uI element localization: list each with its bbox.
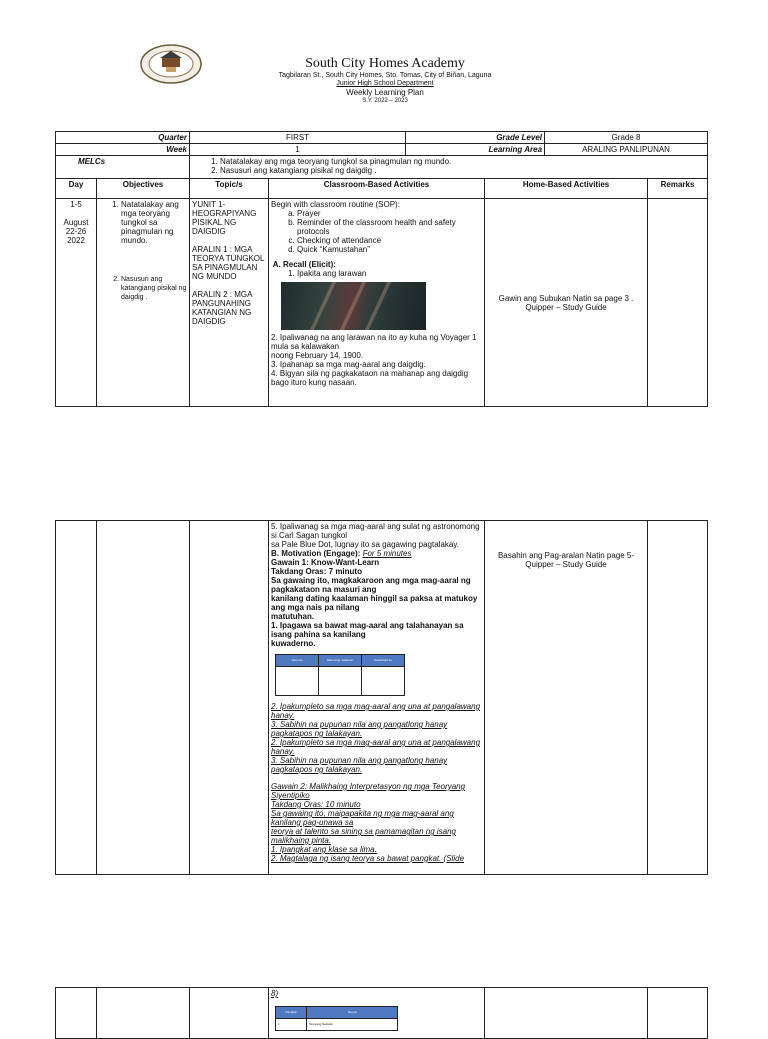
- melcs-label: MELCs: [56, 156, 190, 179]
- remarks-cell: [648, 521, 708, 875]
- home-activities-cell: [485, 988, 648, 1039]
- objective-item: 1. Natatalakay ang mga teoryang tungkol sa pinagmulan ng mundo.: [121, 200, 187, 245]
- group-theory-table: Pangkat Teorya 1 Teoryang Nebular: [275, 1006, 398, 1031]
- motivation-heading: B. Motivation (Engage):: [271, 549, 361, 558]
- col-topics: Topic/s: [190, 179, 269, 199]
- topics-cell: [190, 199, 269, 407]
- week-label: Week: [56, 144, 190, 156]
- objective-item: 2. Nasusuri ang katangiang pisikal ng daigdig .: [121, 275, 187, 302]
- melcs-row: [56, 156, 708, 179]
- quarter-label: Quarter: [56, 132, 190, 144]
- remarks-cell: [648, 199, 708, 407]
- objectives-cell: [97, 988, 190, 1039]
- topics-cell: [190, 521, 269, 875]
- kwl-table: Alam ko Nais kong malaman Natutuhan ko: [275, 654, 405, 696]
- topic-lesson-2: ARALIN 2 : MGA PANGUNAHING KATANGIAN NG DAIGDIG: [192, 290, 253, 326]
- objectives-cell: [97, 199, 190, 407]
- topic-unit: YUNIT 1- HEOGRAPIYANG PISIKAL NG DAIGDIG: [192, 200, 257, 236]
- school-name: South City Homes Academy: [305, 56, 465, 71]
- classroom-activities-cell: 5. Ipaliwanag sa mga mag-aaral ang sulat ng astronomong si Carl Sagan tungkol sa Pale Blue Dot, lugnay ito sa gagawing pagtalakay. B. Motivation (Engage): For 5 minutes Gawain 1: Know-Want-Learn Takdang Oras: 7 minuto Sa gawaing ito, magkakaroon ang mga mag-aaral ng pagkakataon na masuri ang kanilang dating kaalaman hinggil sa paksa at matukoy ang mga nais pa nilang matutuhan. 1. Ipagawa sa bawat mag-aaral ang talahanayan sa isang pahina sa kanilang kuwaderno. Alam ko Nais kong malaman Natutuhan ko 2. Ipakumpleto sa mga mag-aaral ang una at pangalawang hanay. 3. Sabihin na pupunan nila ang pangatlong hanay pagkatapos ng talakayan. 2. Ipakumpleto sa mga mag-aaral ang una at pangalawang hanay. 3. Sabihin na pupunan nila ang pangatlong hanay pagkatapos ng talakayan. Gawain 2: Malikhaing Interpretasyon ng mga Teoryang Siyentipiko Takdang Oras: 10 minuto Sa gawaing ito, maipapakita ng mga mag-aaral ang kanilang pag-unawa sa teorya at talento sa sining sa pamamagitan ng isang malikhaing pinta. 1. Ipangkat ang klase sa lima. 2. Magtalaga ng isang teorya sa bawat pangkat. (Slide: [269, 521, 485, 875]
- col-remarks: Remarks: [648, 179, 708, 199]
- topics-cell: [190, 988, 269, 1039]
- week-value: 1: [190, 144, 406, 156]
- home-activities-cell: Basahin ang Pag-aralan Natin page 5- Quipper – Study Guide: [485, 521, 648, 875]
- recall-heading: A. Recall (Elicit):: [283, 260, 482, 269]
- area-value: ARALING PANLIPUNAN: [545, 144, 708, 156]
- day-cell: [56, 988, 97, 1039]
- school-address: Tagbilaran St., South City Homes, Sto. Tomas, City of Biñan, Laguna: [278, 72, 492, 79]
- topic-lesson-1: ARALIN 1 : MGA TEORYA TUNGKOL SA PINAGMULAN NG MUNDO: [192, 245, 265, 281]
- continuation-row: [56, 988, 708, 1039]
- melc-item: 1. Natatalakay ang mga teoryang tungkol sa pinagmulan ng mundo.: [220, 157, 705, 166]
- day-cell: [56, 521, 97, 875]
- column-headers: [56, 179, 708, 199]
- col-objectives: Objectives: [97, 179, 190, 199]
- lesson-plan-table-3: [55, 987, 708, 1039]
- week-1-row: [56, 199, 708, 407]
- lesson-plan-table-1: [55, 131, 708, 407]
- school-seal-logo: [140, 44, 202, 84]
- continuation-row: [56, 521, 708, 875]
- school-year: S.Y. 2022 – 2023: [362, 98, 408, 104]
- remarks-cell: [648, 988, 708, 1039]
- col-classroom: Classroom-Based Activities: [269, 179, 485, 199]
- quarter-value: FIRST: [190, 132, 406, 144]
- department: Junior High School Department: [336, 80, 434, 87]
- classroom-activities-cell: 8) Pangkat Teorya 1 Teoryang Nebular: [269, 988, 485, 1039]
- week-row: [56, 144, 708, 156]
- lesson-plan-table-2: [55, 520, 708, 875]
- day-cell: 1-5 August 22-26 2022: [56, 199, 97, 407]
- col-home: Home-Based Activities: [485, 179, 648, 199]
- grade-label: Grade Level: [406, 132, 545, 144]
- melcs-list: [190, 156, 708, 179]
- grade-value: Grade 8: [545, 132, 708, 144]
- plan-title: Weekly Learning Plan: [346, 88, 424, 97]
- classroom-activities-cell: Begin with classroom routine (SOP): a. Prayer b. Reminder of the classroom health and safety protocols c. Checking of attendance d. Quick “Kamustahan” A. Recall (Elicit): 1. Ipakita ang larawan 2. Ipaliwanag na ang larawan na ito ay kuha ng Voyager 1 mula sa kalawakan noong February 14, 1900. 3. Ipahanap sa mga mag-aaral ang daigdig. 4. Bigyan sila ng pagkakataon na mahanap ang daigdig bago ituro kung nasaan.: [269, 199, 485, 407]
- quarter-row: [56, 132, 708, 144]
- melc-item: 2. Nasusuri ang katangiang pisikal ng daigdig .: [220, 166, 705, 175]
- home-activities-cell: Gawin ang Subukan Natin sa page 3 . Quipper – Study Guide: [485, 199, 648, 407]
- col-day: Day: [56, 179, 97, 199]
- objectives-cell: [97, 521, 190, 875]
- letterhead: [230, 56, 540, 105]
- area-label: Learning Area: [406, 144, 545, 156]
- voyager-photo: [281, 282, 426, 330]
